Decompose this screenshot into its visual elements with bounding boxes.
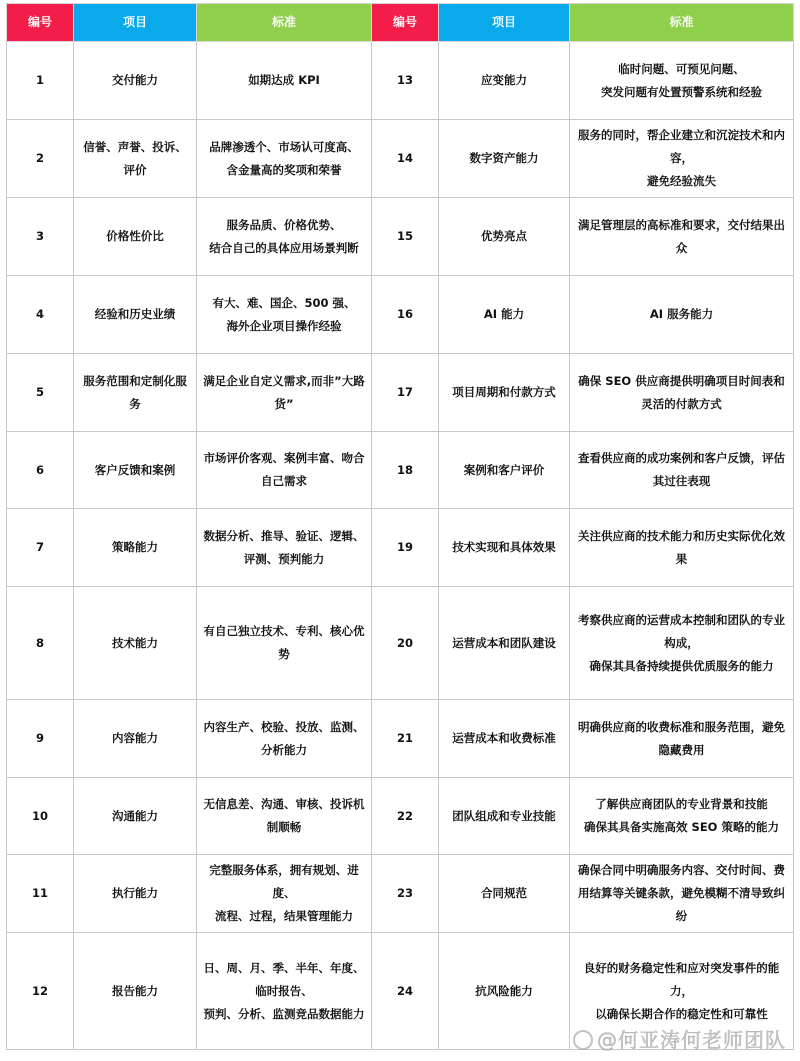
cell-item: 价格性价比 <box>74 198 197 276</box>
cell-standard <box>570 354 794 432</box>
cell-item: 经验和历史业绩 <box>74 276 197 354</box>
header-item: 项目 <box>74 4 197 42</box>
cell-item: 信誉、声誉、投诉、评价 <box>74 120 197 198</box>
standard-line: 含金量高的奖项和荣誉 <box>226 162 342 177</box>
cell-item: 项目周期和付款方式 <box>439 354 570 432</box>
table-row <box>7 855 794 933</box>
cell-num: 4 <box>7 276 74 354</box>
table-row <box>7 120 794 198</box>
cell-standard <box>570 587 794 700</box>
standard-line: 服务的同时，帮企业建立和沉淀技术和内容， <box>578 128 785 165</box>
cell-standard <box>197 354 372 432</box>
cell-num: 5 <box>7 354 74 432</box>
cell-standard <box>570 42 794 120</box>
cell-num: 19 <box>372 509 439 587</box>
cell-standard <box>197 587 372 700</box>
standard-line: 关注供应商的技术能力和历史实际优化效果 <box>578 528 785 566</box>
standard-line: 日、周、月、季、半年、年度、临时报告、 <box>203 960 365 998</box>
standard-line: 海外企业项目操作经验 <box>226 318 342 333</box>
cell-item: 数字资产能力 <box>439 120 570 198</box>
cell-standard <box>197 855 372 933</box>
cell-item: 抗风险能力 <box>439 933 570 1050</box>
standard-line: 结合自己的具体应用场景判断 <box>209 240 359 255</box>
cell-item: 运营成本和收费标准 <box>439 700 570 778</box>
cell-num: 10 <box>7 778 74 855</box>
evaluation-criteria-table <box>6 3 794 1050</box>
watermark-text: @何亚涛何老师团队 <box>597 1028 786 1052</box>
cell-item: 优势亮点 <box>439 198 570 276</box>
cell-standard <box>570 432 794 509</box>
standard-line: 明确供应商的收费标准和服务范围，避免隐藏费用 <box>578 719 785 757</box>
cell-num: 20 <box>372 587 439 700</box>
standard-line: 以确保长期合作的稳定性和可靠性 <box>595 1006 768 1021</box>
cell-standard <box>197 509 372 587</box>
standard-line: 满足企业自定义需求,而非”大路货” <box>203 373 365 411</box>
cell-item: 客户反馈和案例 <box>74 432 197 509</box>
cell-standard <box>197 198 372 276</box>
cell-num: 9 <box>7 700 74 778</box>
cell-standard <box>197 276 372 354</box>
cell-num: 16 <box>372 276 439 354</box>
table-body <box>7 42 794 1050</box>
cell-standard <box>570 509 794 587</box>
cell-num: 21 <box>372 700 439 778</box>
table-row <box>7 700 794 778</box>
cell-standard <box>570 198 794 276</box>
standard-line: 如期达成 KPI <box>248 73 320 87</box>
table-row <box>7 509 794 587</box>
cell-standard <box>570 855 794 933</box>
cell-num: 13 <box>372 42 439 120</box>
standard-line: 完整服务体系，拥有规划、进度、 <box>209 863 359 900</box>
cell-num: 12 <box>7 933 74 1050</box>
cell-num: 1 <box>7 42 74 120</box>
cell-num: 6 <box>7 432 74 509</box>
cell-item: AI 能力 <box>439 276 570 354</box>
cell-item: 运营成本和团队建设 <box>439 587 570 700</box>
cell-item: 团队组成和专业技能 <box>439 778 570 855</box>
cell-standard <box>197 120 372 198</box>
cell-num: 22 <box>372 778 439 855</box>
cell-standard <box>197 42 372 120</box>
standard-line: 考察供应商的运营成本控制和团队的专业构成， <box>578 612 785 650</box>
standard-line: 良好的财务稳定性和应对突发事件的能力， <box>583 960 780 998</box>
table-row <box>7 198 794 276</box>
header-standard: 标准 <box>197 4 372 42</box>
cell-standard <box>197 432 372 509</box>
header-num-2: 编号 <box>372 4 439 42</box>
standard-line: 避免经验流失 <box>647 174 716 188</box>
cell-num: 14 <box>372 120 439 198</box>
standard-line: 确保合同中明确服务内容、交付时间、费用结算等关键条款，避免模糊不清导致纠纷 <box>578 863 785 923</box>
cell-standard <box>570 700 794 778</box>
header-standard-2: 标准 <box>570 4 794 42</box>
cell-item: 报告能力 <box>74 933 197 1050</box>
cell-item: 案例和客户评价 <box>439 432 570 509</box>
standard-line: 服务品质、价格优势、 <box>226 217 342 232</box>
standard-line: 确保其具备持续提供优质服务的能力 <box>589 658 774 673</box>
standard-line: 突发问题有处置预警系统和经验 <box>601 84 762 99</box>
standard-line: 满足管理层的高标准和要求，交付结果出众 <box>578 217 785 255</box>
cell-standard <box>570 778 794 855</box>
standard-line: 预判、分析、监测竞品数据能力 <box>203 1006 365 1021</box>
cell-num: 18 <box>372 432 439 509</box>
cell-standard <box>570 276 794 354</box>
standard-line: 有自己独立技术、专利、核心优势 <box>203 624 365 661</box>
cell-num: 7 <box>7 509 74 587</box>
table-row <box>7 587 794 700</box>
cell-num: 23 <box>372 855 439 933</box>
cell-item: 策略能力 <box>74 509 197 587</box>
cell-item: 服务范围和定制化服务 <box>74 354 197 432</box>
cell-num: 11 <box>7 855 74 933</box>
standard-line: 查看供应商的成功案例和客户反馈，评估其过往表现 <box>578 451 785 488</box>
table-row <box>7 778 794 855</box>
cell-num: 2 <box>7 120 74 198</box>
standard-line: 确保 SEO 供应商提供明确项目时间表和灵活的付款方式 <box>578 373 785 411</box>
watermark-logo-icon <box>573 1030 593 1050</box>
cell-item: 执行能力 <box>74 855 197 933</box>
standard-line: 临时问题、可预见问题、 <box>618 61 745 76</box>
standard-line: 了解供应商团队的专业背景和技能 <box>595 797 768 811</box>
cell-item: 内容能力 <box>74 700 197 778</box>
cell-item: 沟通能力 <box>74 778 197 855</box>
cell-item: 应变能力 <box>439 42 570 120</box>
header-item-2: 项目 <box>439 4 570 42</box>
cell-item: 技术能力 <box>74 587 197 700</box>
table-row <box>7 354 794 432</box>
standard-line: 数据分析、推导、验证、逻辑、评测、预判能力 <box>203 528 365 566</box>
table-row <box>7 432 794 509</box>
cell-standard <box>197 933 372 1050</box>
standard-line: 内容生产、校验、投放、监测、分析能力 <box>203 719 365 757</box>
header-row <box>7 4 794 42</box>
standard-line: 品牌渗透个、市场认可度高、 <box>209 139 359 154</box>
cell-item: 合同规范 <box>439 855 570 933</box>
standard-line: AI 服务能力 <box>649 307 714 321</box>
standard-line: 市场评价客观、案例丰富、吻合自己需求 <box>203 451 365 488</box>
cell-item: 技术实现和具体效果 <box>439 509 570 587</box>
standard-line: 无信息差、沟通、审核、投诉机制顺畅 <box>203 797 365 834</box>
cell-num: 17 <box>372 354 439 432</box>
table-row <box>7 42 794 120</box>
cell-item: 交付能力 <box>74 42 197 120</box>
table-row <box>7 276 794 354</box>
cell-num: 8 <box>7 587 74 700</box>
standard-line: 有大、难、国企、500 强、 <box>212 295 356 310</box>
standard-line: 流程、过程，结果管理能力 <box>215 909 353 923</box>
cell-standard <box>197 700 372 778</box>
standard-line: 确保其具备实施高效 SEO 策略的能力 <box>584 820 779 834</box>
cell-num: 15 <box>372 198 439 276</box>
cell-num: 24 <box>372 933 439 1050</box>
watermark <box>573 1024 786 1053</box>
cell-standard <box>570 120 794 198</box>
cell-standard <box>197 778 372 855</box>
cell-num: 3 <box>7 198 74 276</box>
header-num: 编号 <box>7 4 74 42</box>
